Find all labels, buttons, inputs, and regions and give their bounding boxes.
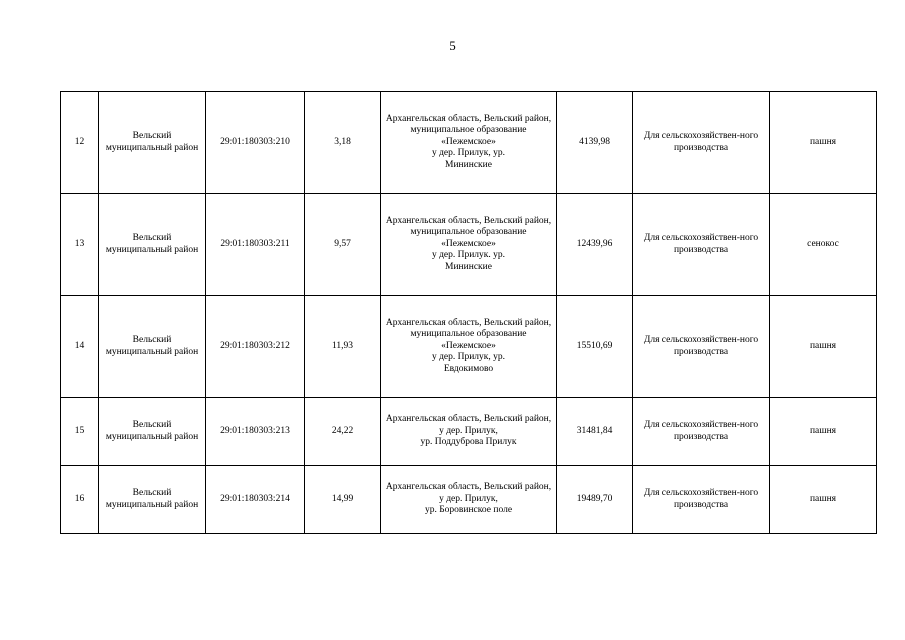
value-cell: 31481,84 — [557, 398, 633, 466]
table-row — [61, 466, 877, 534]
table-row — [61, 296, 877, 398]
area-cell: 14,99 — [305, 466, 381, 534]
district-cell: Вельский муниципальный район — [99, 92, 206, 194]
land-type-cell: пашня — [770, 398, 877, 466]
table-row — [61, 92, 877, 194]
address-cell: Архангельская область, Вельский район, у дер. Прилук, ур. Поддуброва Прилук — [381, 398, 557, 466]
land-plots-table — [60, 91, 877, 534]
row-number-cell: 13 — [61, 194, 99, 296]
row-number-cell: 16 — [61, 466, 99, 534]
cadastral-number-cell: 29:01:180303:211 — [206, 194, 305, 296]
cadastral-number-cell: 29:01:180303:212 — [206, 296, 305, 398]
area-cell: 3,18 — [305, 92, 381, 194]
area-cell: 11,93 — [305, 296, 381, 398]
value-cell: 12439,96 — [557, 194, 633, 296]
land-type-cell: пашня — [770, 296, 877, 398]
address-cell: Архангельская область, Вельский район, муниципальное образование «Пежемское» у дер. Прилук, ур. Евдокимово — [381, 296, 557, 398]
value-cell: 15510,69 — [557, 296, 633, 398]
table-row — [61, 398, 877, 466]
land-type-cell: сенокос — [770, 194, 877, 296]
address-cell: Архангельская область, Вельский район, у дер. Прилук, ур. Боровинское поле — [381, 466, 557, 534]
district-cell: Вельский муниципальный район — [99, 466, 206, 534]
address-cell: Архангельская область, Вельский район, муниципальное образование «Пежемское» у дер. Прилук. ур. Мининские — [381, 194, 557, 296]
cadastral-number-cell: 29:01:180303:210 — [206, 92, 305, 194]
row-number-cell: 12 — [61, 92, 99, 194]
purpose-cell: Для сельскохозяйствен-ного производства — [633, 296, 770, 398]
district-cell: Вельский муниципальный район — [99, 398, 206, 466]
row-number-cell: 14 — [61, 296, 99, 398]
purpose-cell: Для сельскохозяйствен-ного производства — [633, 92, 770, 194]
row-number-cell: 15 — [61, 398, 99, 466]
cadastral-number-cell: 29:01:180303:214 — [206, 466, 305, 534]
purpose-cell: Для сельскохозяйствен-ного производства — [633, 398, 770, 466]
purpose-cell: Для сельскохозяйствен-ного производства — [633, 194, 770, 296]
area-cell: 9,57 — [305, 194, 381, 296]
address-cell: Архангельская область, Вельский район, муниципальное образование «Пежемское» у дер. Прилук, ур. Мининские — [381, 92, 557, 194]
value-cell: 19489,70 — [557, 466, 633, 534]
district-cell: Вельский муниципальный район — [99, 296, 206, 398]
table-row — [61, 194, 877, 296]
area-cell: 24,22 — [305, 398, 381, 466]
purpose-cell: Для сельскохозяйствен-ного производства — [633, 466, 770, 534]
cadastral-number-cell: 29:01:180303:213 — [206, 398, 305, 466]
value-cell: 4139,98 — [557, 92, 633, 194]
page-number: 5 — [449, 38, 456, 53]
land-type-cell: пашня — [770, 466, 877, 534]
land-type-cell: пашня — [770, 92, 877, 194]
district-cell: Вельский муниципальный район — [99, 194, 206, 296]
